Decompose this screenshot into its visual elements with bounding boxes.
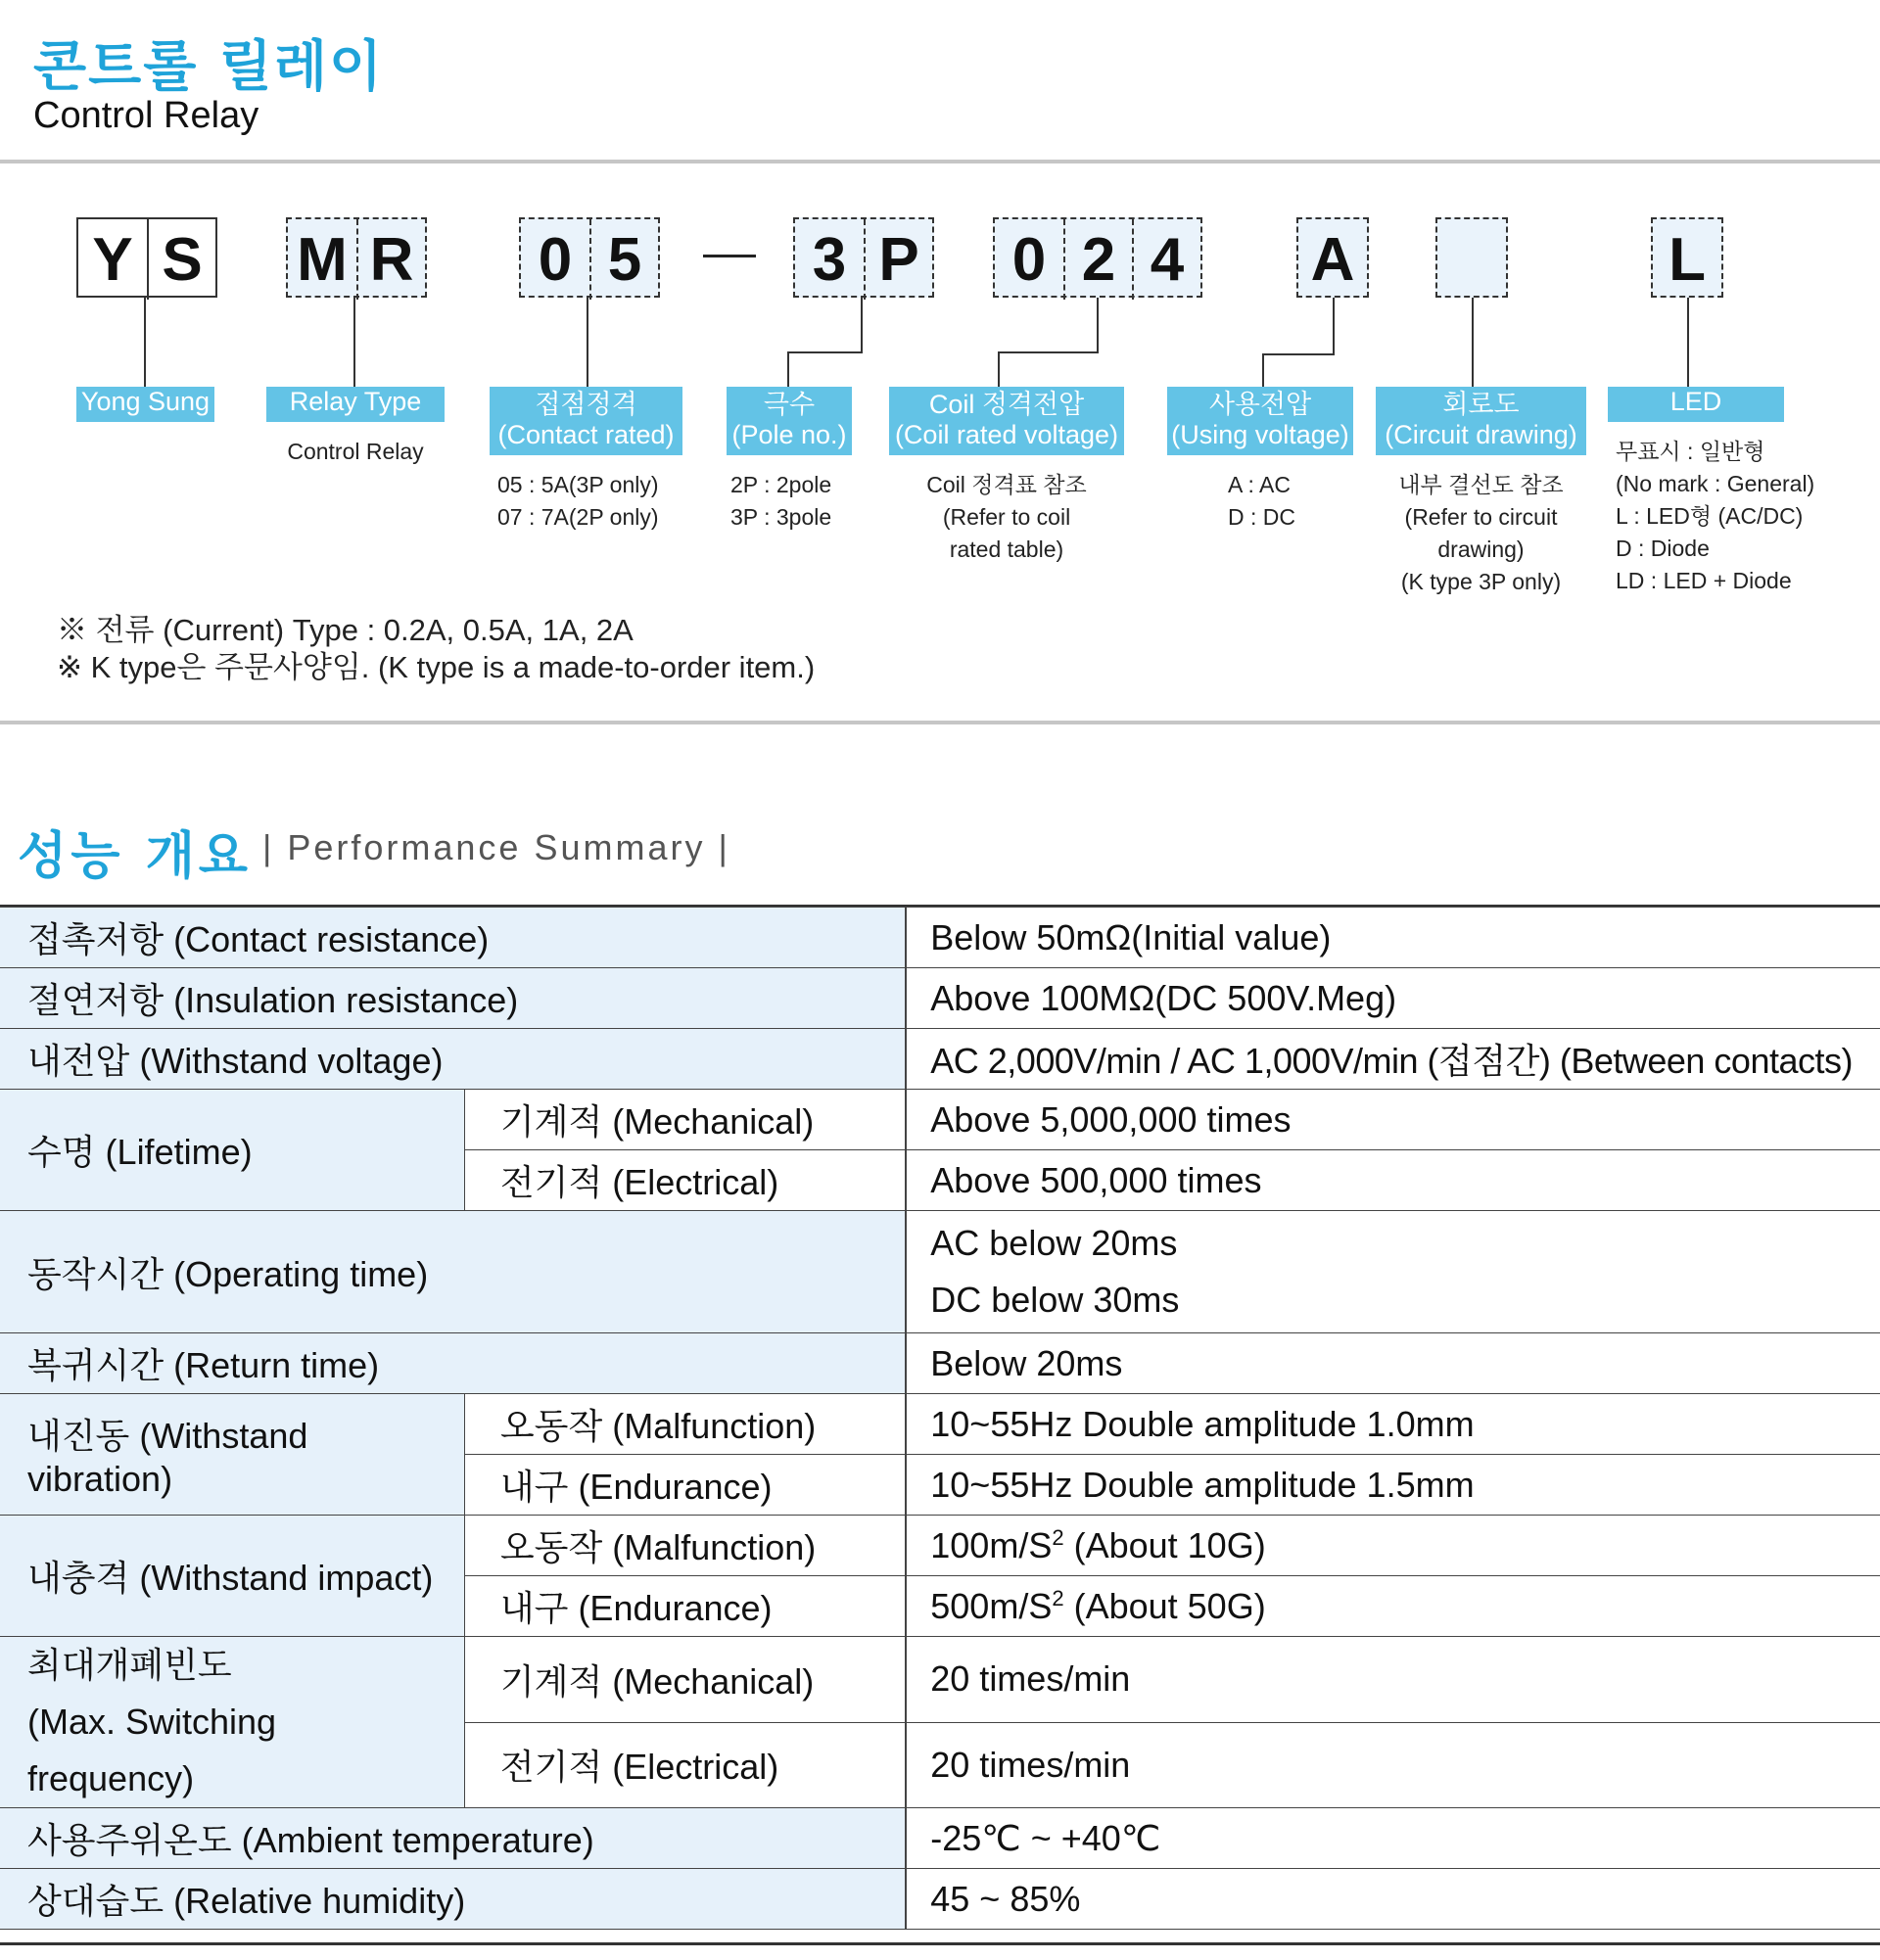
superscript: 2 — [1052, 1524, 1064, 1550]
row-value: AC 2,000V/min / AC 1,000V/min (접점간) (Between contacts) — [906, 1029, 1880, 1090]
label-yong-sung — [76, 387, 214, 422]
row-value: -25℃ ~ +40℃ — [906, 1808, 1880, 1869]
code-char: 4 — [1132, 219, 1200, 300]
row-value: 10~55Hz Double amplitude 1.5mm — [906, 1455, 1880, 1516]
row-value — [906, 1516, 1880, 1576]
row-value: 45 ~ 85% — [906, 1869, 1880, 1930]
desc-line: 2P : 2pole — [730, 472, 832, 497]
row-label: 절연저항 (Insulation resistance) — [0, 968, 906, 1029]
desc-line: 05 : 5A(3P only) — [497, 472, 659, 497]
desc-using-voltage — [1228, 469, 1295, 534]
row-value: Above 100MΩ(DC 500V.Meg) — [906, 968, 1880, 1029]
value-line: AC below 20ms — [930, 1223, 1178, 1263]
desc-pole-no — [730, 469, 831, 534]
desc-line: Coil 정격표 참조 — [926, 472, 1087, 497]
desc-line: 3P : 3pole — [730, 504, 832, 530]
desc-line: (No mark : General) — [1616, 471, 1815, 496]
row-sublabel: 전기적 (Electrical) — [464, 1150, 906, 1211]
row-value: Below 50mΩ(Initial value) — [906, 908, 1880, 968]
code-char: 3 — [812, 225, 847, 294]
desc-circuit-drawing — [1376, 469, 1586, 598]
row-sublabel: 전기적 (Electrical) — [464, 1722, 906, 1808]
code-char: A — [1310, 225, 1355, 294]
page-title-korean: 콘트롤 릴레이 — [33, 35, 385, 99]
row-sublabel: 내구 (Endurance) — [464, 1576, 906, 1637]
desc-line: (K type 3P only) — [1400, 569, 1562, 594]
desc-led — [1616, 436, 1814, 597]
desc-line: D : Diode — [1616, 536, 1710, 561]
row-label: 접촉저항 (Contact resistance) — [0, 908, 906, 968]
row-label: 내진동 (Withstand vibration) — [0, 1394, 464, 1516]
label-circuit-drawing — [1376, 387, 1586, 455]
desc-line: 무표시 : 일반형 — [1616, 439, 1765, 464]
label-subtitle: (Pole no.) — [731, 420, 847, 449]
desc-contact-rated — [497, 469, 659, 534]
label-led — [1608, 387, 1784, 422]
table-row — [0, 1394, 1880, 1455]
page-bottom-rule — [0, 1942, 1880, 1945]
code-char: M — [297, 225, 348, 294]
label-pole-no — [727, 387, 852, 455]
row-value: 20 times/min — [906, 1637, 1880, 1723]
desc-line: 내부 결선도 참조 — [1398, 472, 1564, 497]
row-value: Below 20ms — [906, 1333, 1880, 1394]
row-value: Above 500,000 times — [906, 1150, 1880, 1211]
label-line: 최대개폐빈도 — [27, 1645, 232, 1685]
row-label: 수명 (Lifetime) — [0, 1090, 464, 1211]
page-title-english: Control Relay — [33, 95, 259, 136]
label-subtitle: (Contact rated) — [497, 420, 675, 449]
table-row — [0, 1029, 1880, 1090]
row-value: 10~55Hz Double amplitude 1.0mm — [906, 1394, 1880, 1455]
row-label — [0, 1637, 464, 1808]
value-text: 100m/S — [930, 1524, 1053, 1565]
desc-line: drawing) — [1437, 537, 1525, 562]
desc-line: (Refer to coil — [942, 504, 1071, 530]
desc-line: A : AC — [1228, 472, 1291, 497]
desc-line: (Refer to circuit — [1404, 504, 1558, 530]
table-row — [0, 1090, 1880, 1150]
desc-line: L : LED형 (AC/DC) — [1616, 503, 1804, 529]
code-char: P — [864, 219, 932, 300]
table-row — [0, 1211, 1880, 1333]
row-label: 동작시간 (Operating time) — [0, 1211, 906, 1333]
superscript: 2 — [1052, 1585, 1064, 1610]
label-title: 접점정격 — [535, 390, 637, 419]
label-subtitle: (Circuit drawing) — [1385, 420, 1577, 449]
code-char: 0 — [538, 225, 573, 294]
label-subtitle: (Using voltage) — [1171, 420, 1349, 449]
label-title: Yong Sung — [80, 387, 211, 416]
label-subtitle: (Coil rated voltage) — [894, 420, 1119, 449]
row-sublabel: 오동작 (Malfunction) — [464, 1394, 906, 1455]
note-current-type: ※ 전류 (Current) Type : 0.2A, 0.5A, 1A, 2A — [57, 613, 634, 647]
desc-relay-type — [266, 436, 445, 468]
code-char: R — [356, 219, 425, 300]
row-value — [906, 1576, 1880, 1637]
label-coil-voltage — [889, 387, 1124, 455]
row-value — [906, 1211, 1880, 1333]
table-row — [0, 1869, 1880, 1930]
value-text: 500m/S — [930, 1585, 1053, 1626]
note-k-type: ※ K type은 주문사양임. (K type is a made-to-order item.) — [57, 650, 816, 684]
desc-line: Control Relay — [287, 439, 424, 464]
value-text: (About 10G) — [1063, 1524, 1266, 1565]
row-value: 20 times/min — [906, 1722, 1880, 1808]
table-row — [0, 1637, 1880, 1723]
table-row — [0, 1333, 1880, 1394]
code-char: 0 — [1011, 225, 1047, 294]
row-label: 내충격 (Withstand impact) — [0, 1516, 464, 1637]
code-connector-lines — [0, 0, 1880, 392]
table-row — [0, 1808, 1880, 1869]
row-sublabel: 오동작 (Malfunction) — [464, 1516, 906, 1576]
label-title: 극수 — [763, 390, 816, 419]
row-sublabel: 내구 (Endurance) — [464, 1455, 906, 1516]
label-title: 사용전압 — [1208, 390, 1312, 419]
value-text: (About 50G) — [1063, 1585, 1266, 1626]
label-relay-type — [266, 387, 445, 422]
table-row — [0, 908, 1880, 968]
label-using-voltage — [1167, 387, 1353, 455]
code-char: 5 — [589, 219, 658, 300]
label-title: LED — [1669, 387, 1722, 416]
desc-line: D : DC — [1228, 504, 1295, 530]
row-sublabel: 기계적 (Mechanical) — [464, 1637, 906, 1723]
performance-table — [0, 907, 1880, 1930]
row-label: 상대습도 (Relative humidity) — [0, 1869, 906, 1930]
section-title-english: | Performance Summary | — [262, 827, 730, 867]
desc-line: 07 : 7A(2P only) — [497, 504, 659, 530]
label-title: Coil 정격전압 — [928, 390, 1085, 419]
desc-coil-voltage — [889, 469, 1124, 566]
row-sublabel: 기계적 (Mechanical) — [464, 1090, 906, 1150]
label-contact-rated — [490, 387, 682, 455]
desc-line: rated table) — [949, 537, 1064, 562]
table-row — [0, 968, 1880, 1029]
table-row — [0, 1516, 1880, 1576]
label-title: Relay Type — [289, 387, 422, 416]
label-line: (Max. Switching frequency) — [27, 1702, 277, 1798]
desc-line: LD : LED + Diode — [1616, 568, 1792, 593]
section-title-korean: 성능 개요 — [18, 827, 253, 886]
code-char: 2 — [1063, 219, 1132, 300]
code-char: Y — [92, 225, 133, 294]
label-title: 회로도 — [1442, 390, 1520, 419]
row-label: 복귀시간 (Return time) — [0, 1333, 906, 1394]
code-char: L — [1668, 225, 1706, 294]
section-divider — [0, 721, 1880, 724]
row-value: Above 5,000,000 times — [906, 1090, 1880, 1150]
row-label: 사용주위온도 (Ambient temperature) — [0, 1808, 906, 1869]
row-label: 내전압 (Withstand voltage) — [0, 1029, 906, 1090]
code-char: S — [147, 219, 215, 300]
value-line: DC below 30ms — [930, 1280, 1180, 1320]
